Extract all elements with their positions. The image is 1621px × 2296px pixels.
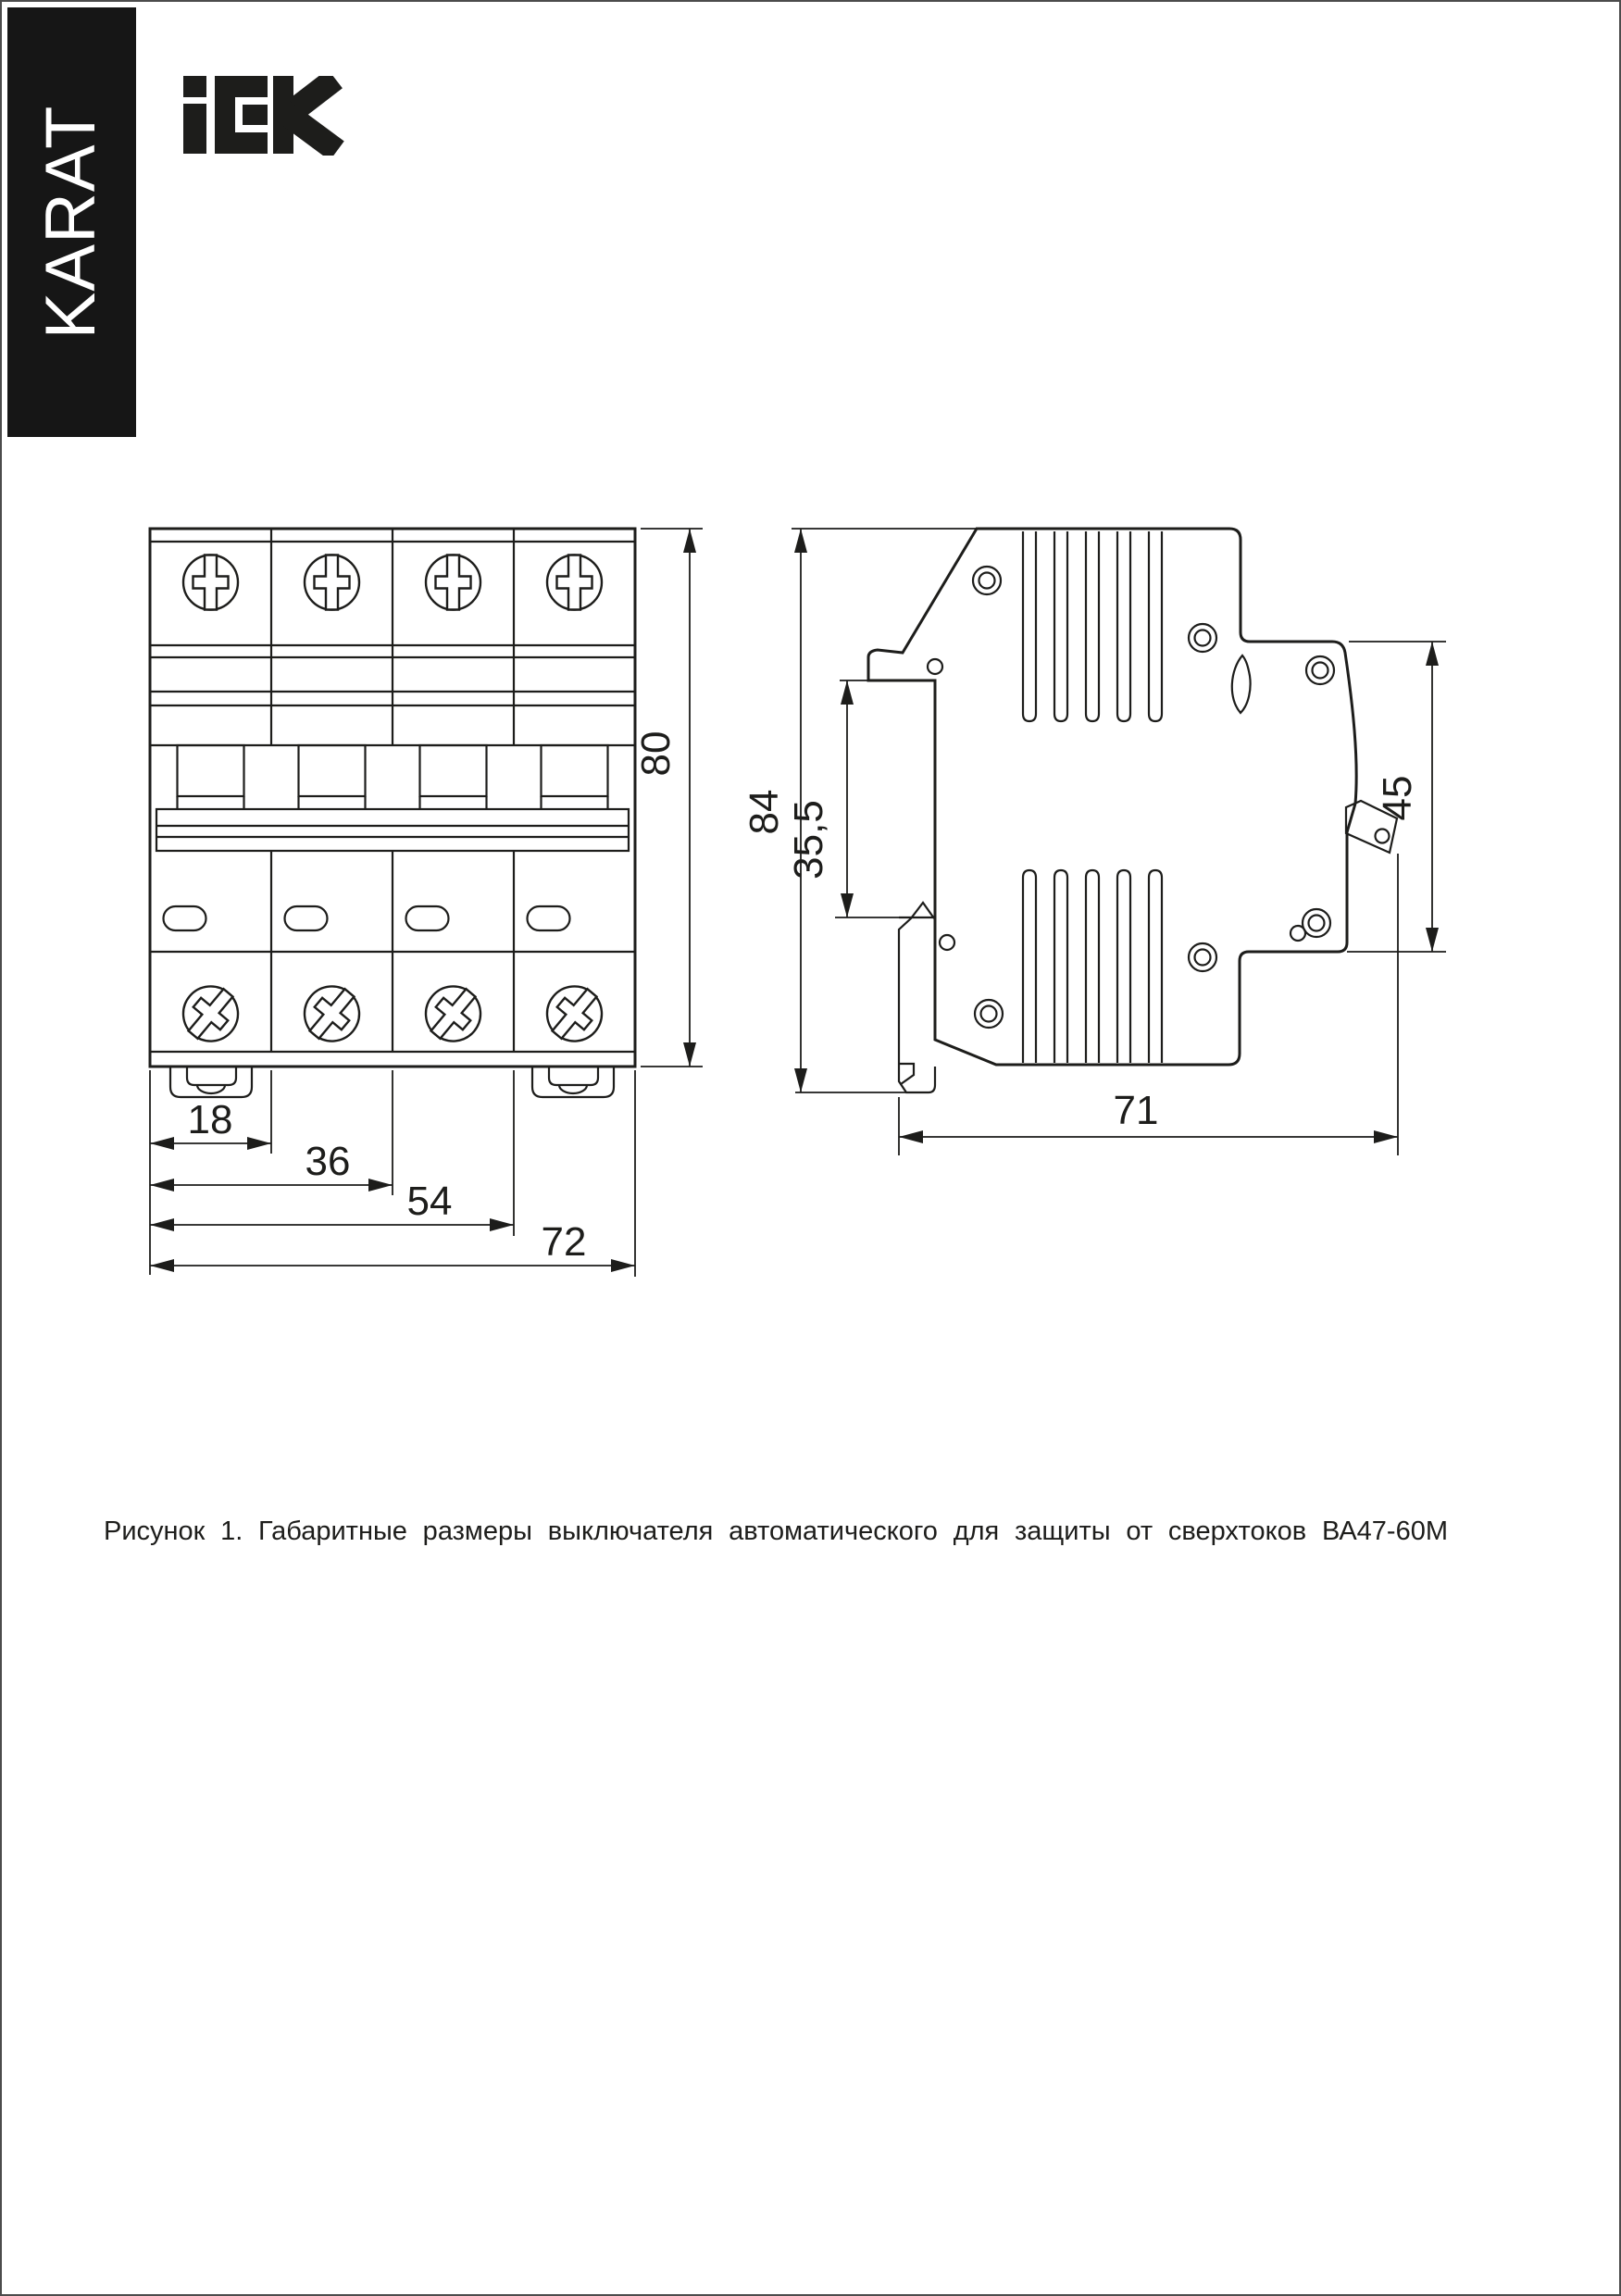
dim-label-36: 36 bbox=[305, 1139, 351, 1184]
front-dimensions bbox=[150, 529, 703, 1277]
dim-label-54: 54 bbox=[406, 1179, 453, 1224]
front-view-drawing bbox=[150, 529, 703, 1277]
dim-label-35-5: 35,5 bbox=[786, 800, 831, 880]
side-dimensions bbox=[742, 529, 1446, 1155]
dim-label-71: 71 bbox=[1113, 1088, 1159, 1133]
dim-label-80: 80 bbox=[633, 730, 679, 777]
curved-slot bbox=[1232, 655, 1251, 713]
dim-label-18: 18 bbox=[187, 1097, 233, 1142]
dim-label-45: 45 bbox=[1375, 775, 1420, 821]
marking-windows bbox=[164, 906, 570, 930]
figure-drawing bbox=[2, 2, 1621, 1391]
side-view-drawing bbox=[742, 529, 1446, 1155]
handle-tie-bar bbox=[156, 809, 629, 851]
figure-caption: Рисунок 1. Габаритные размеры выключателя автоматического для защиты от сверхтоков ВА47-60М bbox=[104, 1516, 1448, 1546]
karat-banner-label: KARAT bbox=[31, 105, 110, 340]
ventilation-slots bbox=[1023, 531, 1162, 1063]
toggle-handles bbox=[178, 745, 608, 809]
din-clip-side bbox=[899, 903, 935, 1092]
dim-label-72: 72 bbox=[541, 1219, 587, 1265]
dim-label-84: 84 bbox=[742, 789, 787, 835]
